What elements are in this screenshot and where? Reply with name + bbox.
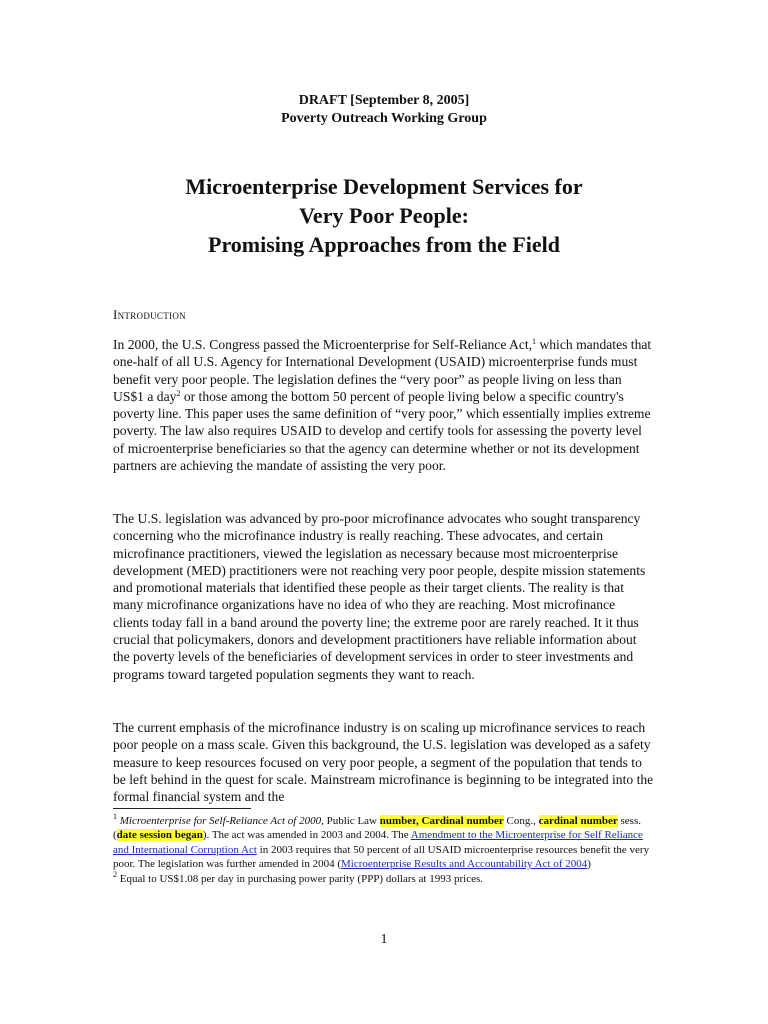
footnote-1-act-title: Microenterprise for Self-Reliance Act of 2000,: [117, 815, 324, 827]
footnote-1-text-d: ). The act was amended in 2003 and 2004. The: [202, 829, 411, 842]
footnote-1-text-b: Cong.,: [503, 815, 539, 827]
working-group: Poverty Outreach Working Group: [281, 111, 487, 126]
footnote-2-number: 2: [113, 869, 117, 879]
paragraph-2: [113, 510, 654, 683]
footnote-separator: [113, 808, 251, 809]
paragraph-1-text-c: or those among the bottom 50 percent of people living below a specific country's poverty line. This paper uses the same definition of “very poor,” which essentially implies extreme poverty. The law also requires USAID to develop and certify tools for assessing the poverty level of microenterprise beneficiaries so that the agency can determine whether or not its development partners are achieving the mandate of assisting the very poor.: [113, 388, 651, 474]
footnote-1: [113, 814, 658, 872]
placeholder-number: number: [379, 815, 417, 827]
placeholder-date-session-began: date session began: [116, 829, 203, 842]
draft-date: DRAFT [September 8, 2005]: [298, 93, 470, 108]
footnote-2-text: Equal to US$1.08 per day in purchasing power parity (PPP) dollars at 1993 prices.: [117, 872, 483, 885]
title-line-3: Promising Approaches from the Field: [208, 232, 560, 257]
footnote-1-text-f: ): [587, 858, 591, 871]
placeholder-cardinal-number-session: cardinal number: [538, 815, 618, 827]
paragraph-1: [113, 336, 654, 474]
footnote-1-text-a: Public Law: [323, 815, 380, 827]
footnote-1-text-c: sess. (: [113, 815, 641, 842]
footnote-ref-1: 1: [532, 337, 537, 346]
paragraph-3-text: The current emphasis of the microfinance industry is on scaling up microfinance services to reach poor people on a mass scale. Given this background, the U.S. legislation was developed as a safety measure to keep resources focused on very poor people, a segment of the population that tends to be left behind in the quest for scale. Mainstream microfinance is beginning to be integrated into the formal financial system and the: [113, 720, 654, 805]
footnote-1-text-e: in 2003 requires that 50 percent of all USAID microenterprise resources benefit the very poor. The legislation was further amended in 2004 (: [113, 843, 650, 871]
page-number: 1: [380, 932, 388, 947]
paragraph-1-text-a: In 2000, the U.S. Congress passed the Microenterprise for Self-Reliance Act,: [113, 337, 533, 352]
document-header: [0, 92, 768, 128]
footnotes: [113, 814, 658, 886]
amendment-act-link[interactable]: Amendment to the Microenterprise for Self Reliance and International Corruption Act: [113, 829, 643, 856]
title-line-1: Microenterprise Development Services for: [185, 174, 583, 199]
footnote-ref-2: 2: [176, 388, 181, 398]
paragraph-3: [113, 719, 654, 805]
placeholder-cardinal-number: Cardinal number: [421, 815, 504, 827]
placeholder-separator: ,: [416, 815, 422, 827]
document-title: [0, 172, 768, 259]
footnote-2: [113, 869, 658, 886]
footnote-1-number: 1: [113, 812, 117, 821]
title-line-2: Very Poor People:: [299, 203, 469, 228]
results-accountability-act-link[interactable]: Microenterprise Results and Accountability Act of 2004: [341, 858, 588, 871]
section-heading-introduction: Introduction: [113, 307, 186, 322]
paragraph-1-text-b: which mandates that one-half of all U.S. Agency for International Development (USAID) microenterprise funds must benefit very poor people. The legislation defines the “very poor” as people living on less than US$1 a day: [113, 337, 652, 404]
paragraph-2-text: The U.S. legislation was advanced by pro-poor microfinance advocates who sought transparency concerning who the microfinance industry is really reaching. These advocates, and certain microfinance practitioners, viewed the legislation as necessary because most microenterprise development (MED) practitioners were not reaching very poor people, despite mission statements and promotional materials that identified these people as their target clients. The reality is that many microfinance organizations have no idea of who they are reaching. Most microfinance clients today fall in a band around the poverty line; the extreme poor are rarely reached. It it thus crucial that policymakers, donors and development practitioners have reliable information about the poverty levels of the beneficiaries of development services in order to steer investments and programs toward targeted population segments they want to reach.: [113, 511, 646, 682]
